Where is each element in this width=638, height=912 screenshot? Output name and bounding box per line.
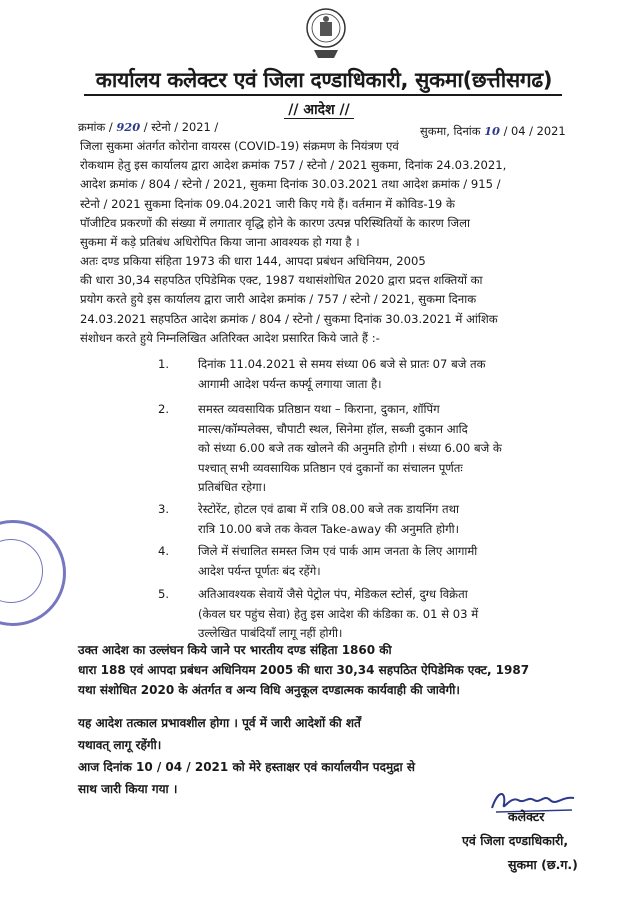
order-item-number: 1. bbox=[158, 357, 170, 371]
state-emblem-icon bbox=[304, 6, 348, 64]
order-item-text: समस्त व्यवसायिक प्रतिष्ठान यथा – किराना, दुकान, शॉपिंग माल्स/कॉम्पलेक्स, चौपाटी स्थल, सिनेमा हॉल, सब्जी दुकान आदि को संध्या 6.00 बजे तक खोलने की अनुमति होगी । संध्या 6.00 बजे के पश्चात् सभी व्यवसायिक प्रतिष्ठान एवं दुकानों का संचालन पूर्णतः प्रतिबंधित रहेगा। bbox=[198, 402, 502, 495]
paragraph-issued: आज दिनांक 10 / 04 / 2021 को मेरे हस्ताक्षर एवं कार्यालयीन पदमुद्रा से साथ जारी किया गया । bbox=[78, 760, 415, 796]
signature-designation-collector: कलेक्टर bbox=[508, 809, 545, 824]
order-item-number: 5. bbox=[158, 587, 170, 601]
paragraph-effective: यह आदेश तत्काल प्रभावशील होगा । पूर्व में जारी आदेशों की शर्तें यथावत् लागू रहेंगी। bbox=[78, 716, 361, 752]
order-item-number: 4. bbox=[158, 544, 170, 558]
office-title: कार्यालय कलेक्टर एवं जिला दण्डाधिकारी, सुकमा(छत्तीसगढ) bbox=[95, 68, 553, 92]
ref-number-prefix: क्रमांक / bbox=[78, 120, 113, 134]
signature-designation-magistrate: एवं जिला दण्डाधिकारी, bbox=[462, 833, 569, 848]
order-item-text: अतिआवश्यक सेवायें जैसे पेट्रोल पंप, मेडिकल स्टोर्स, दुग्ध विक्रेता (केवल घर पहुंच सेवा) हेतु इस आदेश की कंडिका क. 01 से 03 में उल्लेखित पाबंदियाँ लागू नहीं होगी। bbox=[198, 587, 479, 641]
district-seal-icon bbox=[0, 520, 66, 626]
date-rest: / 04 / 2021 bbox=[503, 124, 566, 138]
ref-number-handwritten: 920 bbox=[116, 120, 141, 134]
order-item-number: 2. bbox=[158, 402, 170, 416]
order-heading bbox=[0, 100, 638, 119]
order-reference-number bbox=[78, 120, 218, 135]
place-date-prefix: सुकमा, दिनांक bbox=[420, 124, 481, 138]
paragraph-penalty: उक्त आदेश का उल्लंघन किये जाने पर भारतीय दण्ड संहिता 1860 की धारा 188 एवं आपदा प्रबंधन अधिनियम 2005 की धारा 30,34 सहपठित ऐपिडेमिक एक्ट, 1987 यथा संशोधित 2020 के अंतर्गत व अन्य विधि अनुकूल दण्डात्मक कार्यवाही की जावेगी। bbox=[78, 643, 530, 697]
paragraph-background: जिला सुकमा अंतर्गत कोरोना वायरस (COVID-19) संक्रमण के नियंत्रण एवं रोकथाम हेतु इस कार्यालय द्वारा आदेश क्रमांक 757 / स्टेनो / 2021 सुकमा, दिनांक 24.03.2021, आदेश क्रमांक / 804 / स्टेनो / 2021, सुकमा दिनांक 30.03.2021 तथा आदेश क्रमांक / 915 / स्टेनो / 2021 सुकमा दिनांक 09.04.2021 जारी किए गये हैं। वर्तमान में कोविड-19 के पॉजीटिव प्रकरणों की संख्या में लगातार वृद्धि होने के कारण उत्पन्न परिस्थितियों के कारण जिला सुकमा में कड़े प्रतिबंध अधिरोपित किया जाना आवश्यक हो गया है । bbox=[80, 139, 507, 250]
order-item-text: रेस्टोरेंट, होटल एवं ढाबा में रात्रि 08.00 बजे तक डायनिंग तथा रात्रि 10.00 बजे तक केवल Take-away की अनुमति होगी। bbox=[198, 502, 460, 536]
district-seal-inner-ring bbox=[0, 539, 43, 603]
order-heading-text: // आदेश // bbox=[284, 102, 353, 119]
order-item-text: जिले में संचालित समस्त जिम एवं पार्क आम जनता के लिए आगामी आदेश पर्यन्त पूर्णतः बंद रहेंगे। bbox=[198, 544, 478, 578]
order-item-number: 3. bbox=[158, 502, 170, 516]
ref-number-suffix: / स्टेनो / 2021 / bbox=[143, 120, 219, 134]
order-item-text: दिनांक 11.04.2021 से समय संध्या 06 बजे से प्रातः 07 बजे तक आगामी आदेश पर्यन्त कर्फ्यू लगाया जाता है। bbox=[198, 357, 486, 391]
date-day-handwritten: 10 bbox=[484, 124, 500, 138]
paragraph-legal-basis: अतः दण्ड प्रकिया संहिता 1973 की धारा 144, आपदा प्रबंधन अधिनियम, 2005 की धारा 30,34 सहपठित एपिडेमिक एक्ट, 1987 यथासंशोधित 2020 द्वारा प्रदत्त शक्तियों का प्रयोग करते हुये इस कार्यालय द्वारा जारी आदेश क्रमांक / 757 / स्टेनो / 2021, सुकमा दिनाक 24.03.2021 सहपठित आदेश क्रमांक / 804 / स्टेनो / सुकमा दिनांक 30.03.2021 में आंशिक संशोधन करते हुये निम्नलिखित अतिरिक्त आदेश प्रसारित किये जाते हैं :- bbox=[80, 254, 498, 345]
signature-designation-location: सुकमा (छ.ग.) bbox=[508, 857, 578, 872]
title-underline bbox=[84, 94, 562, 96]
